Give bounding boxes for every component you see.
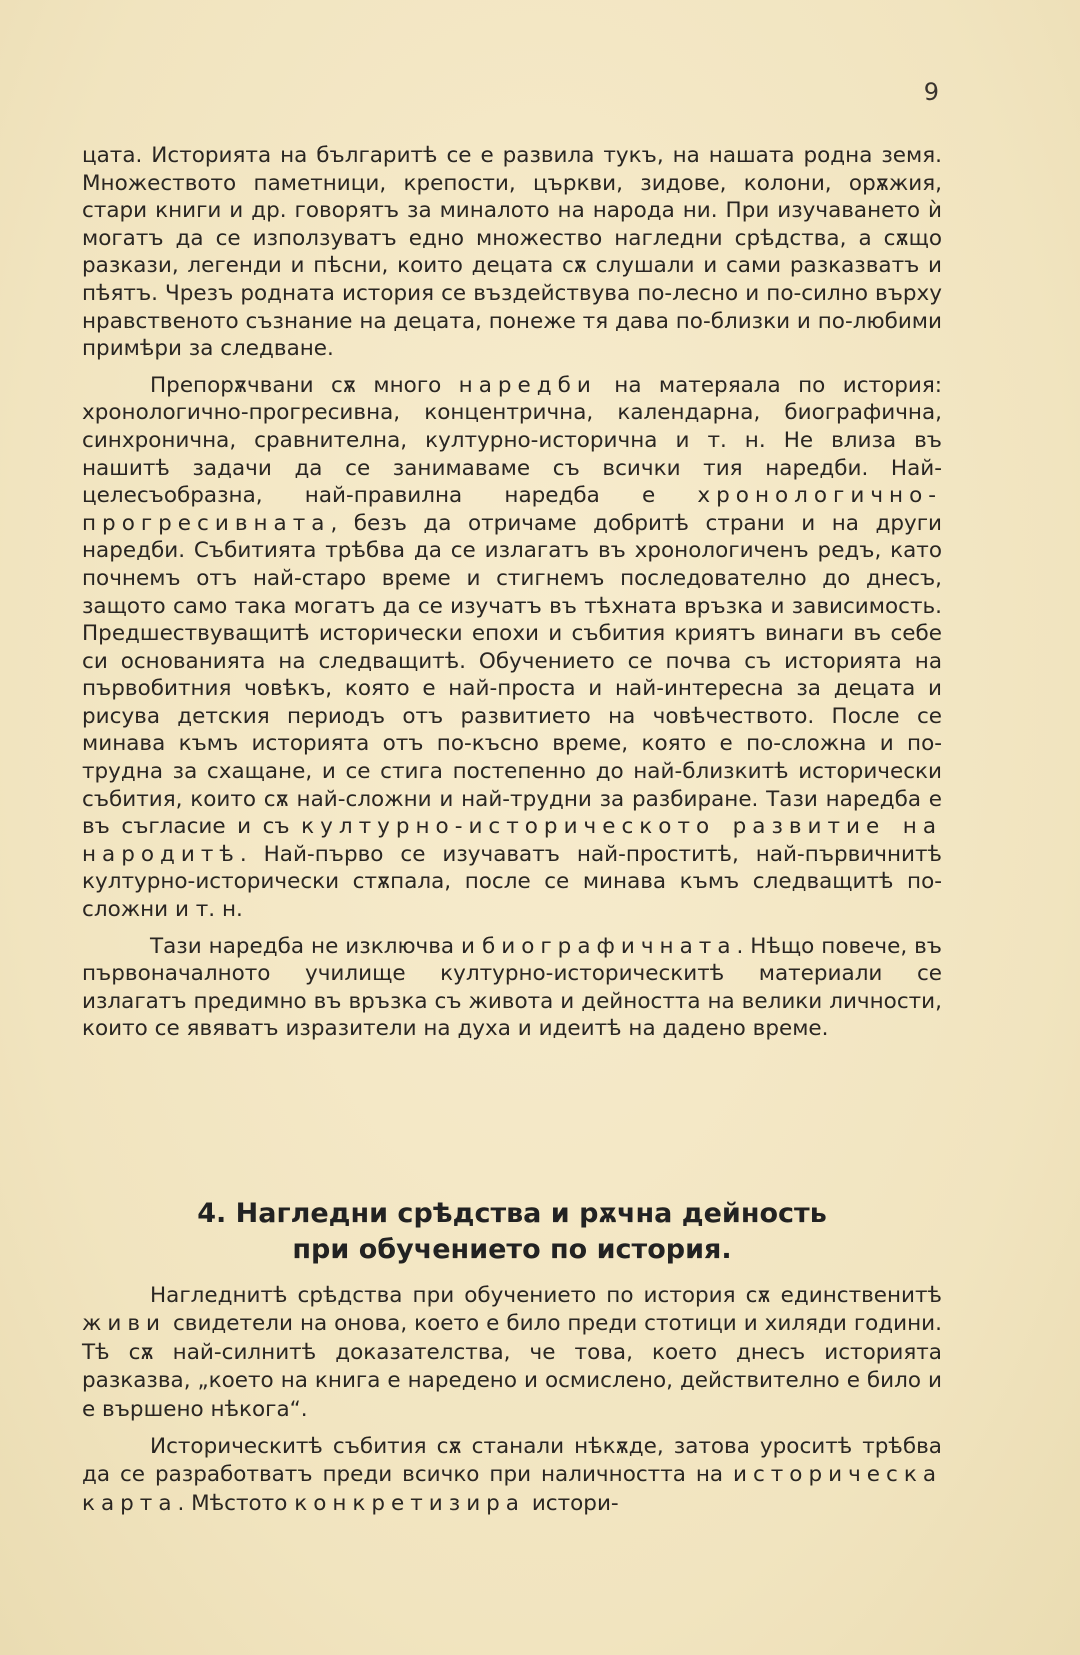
section-paragraph-2-emphasis-2: конкретизира [294, 1490, 525, 1516]
section-paragraph-1-part-2: свидетели на онова, което е било преди стотици и хиляди години. Тѣ сѫ най-силнитѣ доказателства, че това, което днесъ историята разказва, „което на книга е наредено и осмислено, действително е било и е вършено нѣкога“. [82, 1311, 942, 1422]
section-paragraph-2-part-1: Историческитѣ събития сѫ станали нѣкѫде, затова урocитѣ трѣбва да се разработватъ преди всичко при наличността на [82, 1434, 942, 1488]
section-paragraph-2-part-3: истори- [525, 1490, 619, 1516]
section-paragraph-2-emphasis-1: историческа карта [82, 1462, 942, 1516]
paragraph-2-emphasis-2: хронологично-прогресивната [82, 483, 942, 536]
paragraph-3-emphasis-1: биографичната [482, 933, 737, 959]
section-body-text [82, 1282, 942, 1518]
paragraph-3-part-2: . Нѣщо повече, въ първоначалното училище културно-историческитѣ материали се излагатъ предимно въ връзка съ живота и дейността на велики личности, които се явяватъ изразители на духа и идеитѣ на дадено време. [82, 933, 942, 1042]
paragraph-2-part-2: на матеряала по история: хронологично-прогресивна, концентрична, календарна, биографична, синхронична, сравнителна, културно-исторична и т. н. Не влиза въ нашитѣ задачи да се занимаваме съ всички тия наредби. Най-целесъобразна, най-правилна наредба е [82, 372, 942, 509]
section-heading-line-2: при обучението по история. [292, 1234, 732, 1265]
section-paragraph-1-part-1: Нагледнитѣ срѣдства при обучението по история сѫ единственитѣ [150, 1283, 942, 1308]
paragraph-2 [82, 372, 942, 924]
paragraph-3-part-1: Тази наредба не изключва и [150, 933, 482, 959]
section-heading [82, 1196, 942, 1268]
paragraph-2-part-1: Препорѫчвани сѫ много [150, 372, 459, 398]
section-paragraph-1 [82, 1282, 942, 1424]
section-paragraph-2-part-2: . Мѣстото [177, 1490, 295, 1516]
paragraph-1: цата. Историята на българитѣ се е развила тукъ, на нашата родна земя. Множеството паметници, крепости, църкви, зидове, колони, орѫжия, стари книги и др. говорятъ за миналото на народа ни. При изучаването ѝ могатъ да се използуватъ едно множество нагледни срѣдства, а сѫщо разкази, легенди и пѣсни, които децата сѫ слушали и сами разказватъ и пѣятъ. Чрезъ родната история се въздействува по-лесно и по-силно върху нравственото съзнание на децата, понеже тя дава по-близки и по-любими примѣри за следване. [82, 143, 942, 362]
paragraph-2-part-3: , безъ да отричаме добритѣ страни и на други наредби. Събитията трѣбва да се излагатъ въ хронологиченъ редъ, като почнемъ отъ най-старо време и стигнемъ последователно до днесъ, защото само така могатъ да се изучатъ въ тѣхната връзка и зависимость. Предшествуващитѣ исторически епохи и събития криятъ винаги въ себе си основанията на следващитѣ. Обучението се почва съ историята на първобитния човѣкъ, която е най-проста и най-интересна за децата и рисува детския периодъ отъ развитието на човѣчеството. После се минава къмъ историята отъ по-късно време, която е по-сложна и по-трудна за схащане, и се стига постепенно до най-близкитѣ исторически събития, които сѫ най-сложни и най-трудни за разбиране. Тази наредба е въ съгласие и съ [82, 510, 942, 840]
section-paragraph-2 [82, 1433, 942, 1518]
paragraph-2-emphasis-3: културно-историческото развитие на народитѣ [82, 814, 942, 867]
paragraph-2-emphasis-1: наредби [458, 372, 597, 398]
paragraph-3 [82, 933, 942, 1043]
section-heading-line-1: 4. Нагледни срѣдства и рѫчна дейность [197, 1198, 827, 1229]
paragraph-2-part-4: . Най-първо се изучаватъ най-проститѣ, най-първичнитѣ културно-исторически стѫпала, после се минава къмъ следващитѣ по-сложни и т. н. [82, 841, 942, 923]
section-paragraph-1-emphasis-1: живи [82, 1311, 166, 1337]
body-text [82, 142, 942, 1043]
page-number: 9 [923, 78, 940, 106]
